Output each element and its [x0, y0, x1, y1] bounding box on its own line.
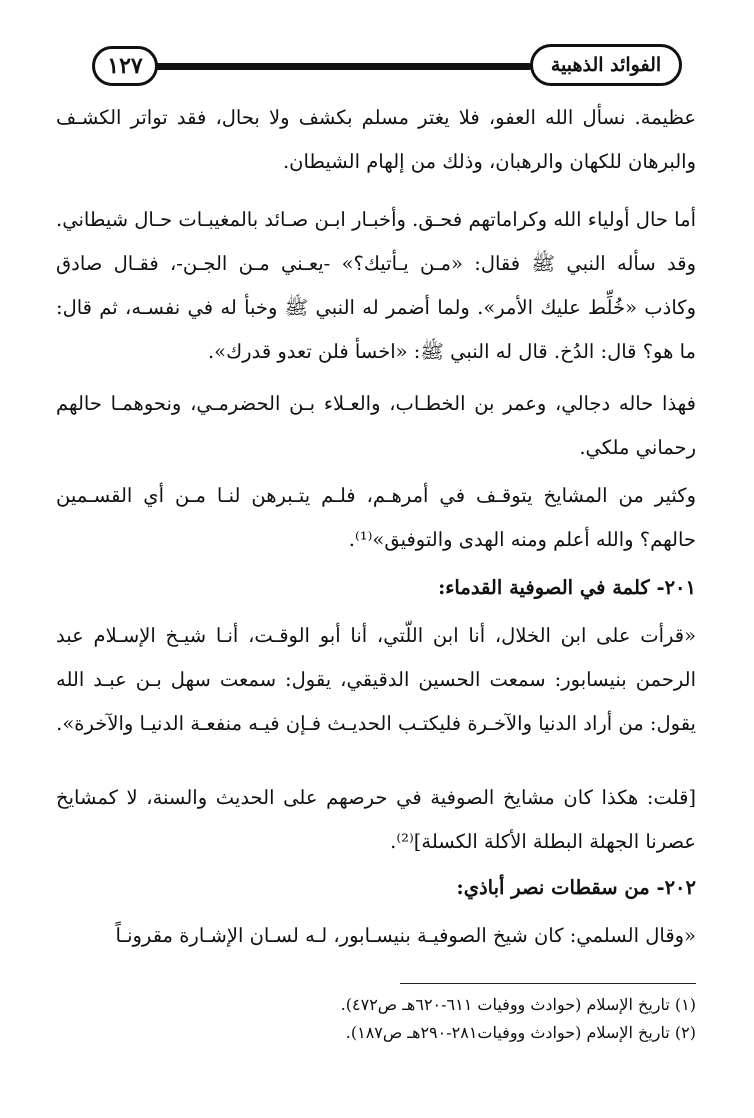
- page-number: ١٢٧: [92, 46, 158, 86]
- footnote-1: (١) تاريخ الإسلام (حوادث ووفيات ٦١١-٦٢٠هـ ص٤٧٢).: [340, 995, 696, 1014]
- paragraph-201-1: [56, 614, 696, 746]
- paragraph-text: «قرأت على ابن الخلال، أنا ابن اللّتي، أنا أبو الوقـت، أنـا شيـخ الإسـلام عبد الرحمن بنيسابور: سمعت الحسين الدقيقي، يقول: سمعت سهل بـن عبـد الله يقول: من أراد الدنيا والآخـرة فليكتـب الحديـث فـإن فيـه منفعـة الدنيـا والآخرة».: [56, 624, 696, 735]
- header-rule: [152, 63, 532, 70]
- paragraph-2: [56, 198, 696, 374]
- footnote-separator: [400, 983, 696, 984]
- section-heading-202: ٢٠٢- من سقطات نصر أباذي:: [456, 876, 696, 899]
- paragraph-3: [56, 382, 696, 470]
- paragraph-text: عظيمة. نسأل الله العفو، فلا يغتر مسلم بكشف ولا بحال، فقد تواتر الكشـف والبرهان للكهان والرهبان، وذلك من إلهام الشيطان.: [56, 106, 696, 173]
- section-heading-201: ٢٠١- كلمة في الصوفية القدماء:: [438, 576, 696, 599]
- paragraph-1: [56, 96, 696, 184]
- paragraph-text: [قلت: هكذا كان مشايخ الصوفية في حرصهم على الحديث والسنة، لا كمشايخ عصرنا الجهلة البطلة الأكلة الكسلة]⁽²⁾.: [56, 786, 696, 853]
- running-title: الفوائد الذهبية: [530, 44, 682, 86]
- paragraph-text: فهذا حاله دجالي، وعمر بن الخطـاب، والعـلاء بـن الحضرمـي، ونحوهمـا حالهم رحماني ملكي.: [56, 392, 696, 459]
- paragraph-201-2: [56, 776, 696, 864]
- page-header: [92, 44, 682, 88]
- paragraph-202-1: [56, 914, 696, 958]
- paragraph-text: «وقال السلمي: كان شيخ الصوفيـة بنيسـابور، لـه لسـان الإشـارة مقرونـاً: [115, 924, 696, 947]
- footnote-2: (٢) تاريخ الإسلام (حوادث ووفيات٢٨١-٢٩٠هـ ص١٨٧).: [345, 1023, 696, 1042]
- paragraph-text: أما حال أولياء الله وكراماتهم فحـق. وأخبـار ابـن صـائد بالمغيبـات حـال شيطاني. وقد سأله النبي ﷺ فقال: «مـن يـأتيك؟» -يعـني مـن الجـن-، فقـال صادق وكاذب «خُلِّط عليك الأمر». ولما أضمر له النبي ﷺ وخبأ له في نفسـه، ثم قال: ما هو؟ قال: الدُخ. قال له النبي ﷺ: «اخسأ فلن تعدو قدرك».: [56, 208, 696, 363]
- paragraph-4: [56, 474, 696, 562]
- paragraph-text: وكثير من المشايخ يتوقـف في أمرهـم، فلـم يتـبرهن لنـا مـن أي القسـمين حالهم؟ والله أعلم ومنه الهدى والتوفيق»⁽¹⁾.: [56, 484, 696, 551]
